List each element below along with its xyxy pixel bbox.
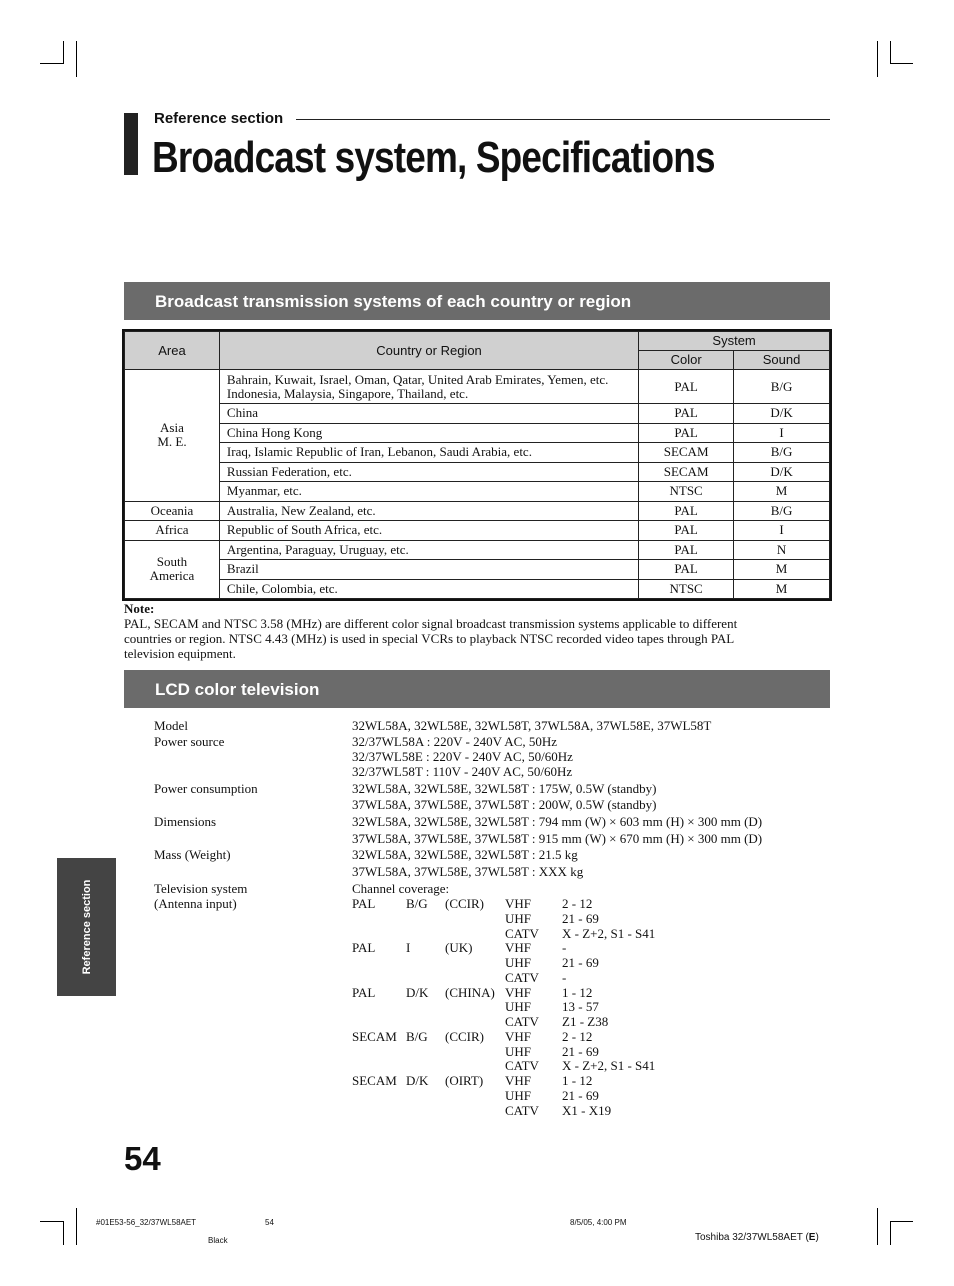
- channel-range: 2 - 12: [562, 1028, 593, 1044]
- crop-mark: [63, 1221, 64, 1245]
- table-row: [125, 404, 830, 424]
- color-cell: PAL: [639, 423, 734, 443]
- sound-cell: B/G: [734, 370, 830, 404]
- country-cell: Argentina, Paraguay, Uruguay, etc.: [219, 540, 638, 560]
- band-name: VHF: [505, 940, 532, 956]
- table-row: [125, 482, 830, 502]
- sound-cell: M: [734, 482, 830, 502]
- sound-cell: D/K: [734, 462, 830, 482]
- color-cell: NTSC: [639, 482, 734, 502]
- band-name: CATV: [505, 1102, 539, 1118]
- broadcast-heading: Broadcast transmission systems of each country or region: [155, 292, 632, 311]
- spec-value: 32/37WL58A : 220V - 240V AC, 50Hz: [352, 734, 557, 749]
- sound-system: I: [406, 940, 411, 956]
- country-cell: Bahrain, Kuwait, Israel, Oman, Qatar, United Arab Emirates, Yemen, etc. Indonesia, Malaysia, Singapore, Thailand, etc.: [219, 370, 638, 404]
- sound-system: B/G: [406, 1028, 428, 1044]
- channel-range: X1 - X19: [562, 1102, 612, 1118]
- sound-cell: D/K: [734, 404, 830, 424]
- sound-cell: N: [734, 540, 830, 560]
- sound-cell: M: [734, 560, 830, 580]
- band-name: CATV: [505, 969, 539, 985]
- channel-range: X - Z+2, S1 - S41: [562, 1058, 656, 1074]
- country-cell: Brazil: [219, 560, 638, 580]
- table-row: [125, 370, 830, 404]
- note-text: PAL, SECAM and NTSC 3.58 (MHz) are different color signal broadcast transmission systems applicable to different countries or region. NTSC 4.43 (MHz) is used in special VCRs to playback NTSC recorded video tapes through PAL television equipment.: [124, 616, 738, 661]
- band-name: UHF: [505, 1043, 532, 1059]
- footer-file: #01E53-56_32/37WL58AET: [96, 1218, 197, 1227]
- channel-range: 13 - 57: [562, 999, 599, 1015]
- crop-mark: [877, 1208, 878, 1245]
- band-name: VHF: [505, 896, 532, 911]
- sound-cell: M: [734, 579, 830, 599]
- color-cell: PAL: [639, 540, 734, 560]
- standard: (CCIR): [445, 1028, 484, 1044]
- col-header-system: System: [639, 332, 830, 351]
- color-system: PAL: [352, 940, 376, 956]
- band-name: VHF: [505, 1073, 532, 1088]
- area-cell: South America: [125, 540, 220, 599]
- channel-range: -: [562, 940, 567, 956]
- lcd-heading: LCD color television: [155, 680, 320, 699]
- sound-system: D/K: [406, 984, 429, 1000]
- broadcast-heading-bar: [124, 282, 830, 320]
- country-cell: Myanmar, etc.: [219, 482, 638, 502]
- band-name: VHF: [505, 1028, 532, 1044]
- crop-mark: [63, 41, 64, 64]
- country-cell: Iraq, Islamic Republic of Iran, Lebanon, Saudi Arabia, etc.: [219, 443, 638, 463]
- spec-value: 37WL58A, 37WL58E, 37WL58T : 200W, 0.5W (standby): [352, 797, 657, 812]
- spec-value: 32/37WL58E : 220V - 240V AC, 50/60Hz: [352, 749, 573, 764]
- crop-mark: [890, 63, 913, 64]
- sound-cell: B/G: [734, 501, 830, 521]
- spec-value: 37WL58A, 37WL58E, 37WL58T : XXX kg: [352, 864, 584, 879]
- band-name: UHF: [505, 955, 532, 970]
- channel-range: -: [562, 969, 567, 985]
- channel-range: Z1 - Z38: [562, 1014, 609, 1029]
- col-header-country: Country or Region: [219, 332, 638, 370]
- spec-label: Power source: [154, 734, 225, 749]
- color-cell: PAL: [639, 501, 734, 521]
- country-cell: Russian Federation, etc.: [219, 462, 638, 482]
- col-header-color: Color: [639, 351, 734, 370]
- band-name: CATV: [505, 1058, 539, 1074]
- crop-mark: [76, 1208, 77, 1245]
- table-row: [125, 501, 830, 521]
- channel-range: X - Z+2, S1 - S41: [562, 925, 656, 941]
- col-header-area: Area: [125, 332, 220, 370]
- country-cell: Chile, Colombia, etc.: [219, 579, 638, 599]
- standard: (UK): [445, 940, 473, 956]
- note-title: Note:: [124, 601, 155, 616]
- band-name: UHF: [505, 999, 532, 1015]
- spec-value: 37WL58A, 37WL58E, 37WL58T : 915 mm (W) × 670 mm (H) × 300 mm (D): [352, 831, 763, 846]
- spec-label: Mass (Weight): [154, 847, 231, 862]
- table-row: [125, 560, 830, 580]
- crop-mark: [40, 1221, 63, 1222]
- table-row: [125, 423, 830, 443]
- section-label: Reference section: [154, 110, 284, 127]
- color-cell: SECAM: [639, 462, 734, 482]
- sound-cell: I: [734, 521, 830, 541]
- area-cell: Oceania: [125, 501, 220, 521]
- lcd-heading-bar: [124, 670, 830, 708]
- channel-coverage-label: Channel coverage:: [352, 881, 450, 896]
- footer-brand: Toshiba 32/37WL58AET (E): [695, 1232, 819, 1243]
- sound-cell: I: [734, 423, 830, 443]
- table-row: [125, 462, 830, 482]
- crop-mark: [76, 41, 77, 77]
- sound-cell: B/G: [734, 443, 830, 463]
- page-title: Broadcast system, Specifications: [152, 133, 715, 182]
- table-row: [125, 521, 830, 541]
- footer-page: 54: [265, 1218, 274, 1227]
- color-cell: NTSC: [639, 579, 734, 599]
- channel-range: 2 - 12: [562, 896, 593, 911]
- color-cell: PAL: [639, 370, 734, 404]
- crop-mark: [890, 41, 891, 64]
- table-row: [125, 540, 830, 560]
- table-row: [125, 443, 830, 463]
- country-cell: China: [219, 404, 638, 424]
- side-tab-label: Reference section: [80, 879, 93, 975]
- spec-label: Model: [154, 718, 188, 733]
- footer-ink: Black: [208, 1236, 228, 1245]
- spec-label: (Antenna input): [154, 896, 237, 911]
- spec-label: Power consumption: [154, 781, 258, 796]
- country-cell: China Hong Kong: [219, 423, 638, 443]
- color-cell: SECAM: [639, 443, 734, 463]
- crop-mark: [890, 1221, 891, 1245]
- sound-system: D/K: [406, 1073, 429, 1088]
- spec-label: Television system: [154, 881, 248, 896]
- standard: (CCIR): [445, 896, 484, 911]
- country-cell: Republic of South Africa, etc.: [219, 521, 638, 541]
- band-name: UHF: [505, 910, 532, 926]
- broadcast-table: [124, 331, 830, 599]
- spec-label: Dimensions: [154, 814, 217, 829]
- spec-value: 32/37WL58T : 110V - 240V AC, 50/60Hz: [352, 764, 573, 779]
- standard: (CHINA): [445, 984, 495, 1000]
- crop-mark: [877, 41, 878, 77]
- color-cell: PAL: [639, 404, 734, 424]
- footer-datetime: 8/5/05, 4:00 PM: [570, 1218, 627, 1227]
- color-system: PAL: [352, 896, 376, 911]
- spec-value: 32WL58A, 32WL58E, 32WL58T : 175W, 0.5W (standby): [352, 781, 657, 796]
- channel-range: 21 - 69: [562, 910, 599, 926]
- band-name: CATV: [505, 1014, 539, 1029]
- page-number: 54: [124, 1140, 161, 1177]
- band-name: VHF: [505, 984, 532, 1000]
- sound-system: B/G: [406, 896, 428, 911]
- table-row: [125, 579, 830, 599]
- channel-range: 1 - 12: [562, 984, 593, 1000]
- band-name: CATV: [505, 925, 539, 941]
- country-cell: Australia, New Zealand, etc.: [219, 501, 638, 521]
- area-cell: Asia M. E.: [125, 370, 220, 502]
- channel-range: 21 - 69: [562, 955, 599, 970]
- crop-mark: [890, 1221, 913, 1222]
- channel-range: 1 - 12: [562, 1073, 593, 1088]
- color-system: SECAM: [352, 1073, 397, 1088]
- channel-range: 21 - 69: [562, 1043, 599, 1059]
- side-tab: [57, 858, 116, 996]
- crop-mark: [40, 63, 63, 64]
- channel-range: 21 - 69: [562, 1087, 599, 1103]
- header-accent-bar: [124, 113, 138, 175]
- color-cell: PAL: [639, 521, 734, 541]
- header-rule: [296, 119, 830, 120]
- area-cell: Africa: [125, 521, 220, 541]
- spec-value: 32WL58A, 32WL58E, 32WL58T : 21.5 kg: [352, 847, 578, 862]
- color-system: PAL: [352, 984, 376, 1000]
- standard: (OIRT): [445, 1073, 484, 1088]
- color-system: SECAM: [352, 1028, 397, 1044]
- spec-value: 32WL58A, 32WL58E, 32WL58T, 37WL58A, 37WL58E, 37WL58T: [352, 718, 712, 733]
- band-name: UHF: [505, 1087, 532, 1103]
- col-header-sound: Sound: [734, 351, 830, 370]
- color-cell: PAL: [639, 560, 734, 580]
- spec-value: 32WL58A, 32WL58E, 32WL58T : 794 mm (W) × 603 mm (H) × 300 mm (D): [352, 814, 763, 829]
